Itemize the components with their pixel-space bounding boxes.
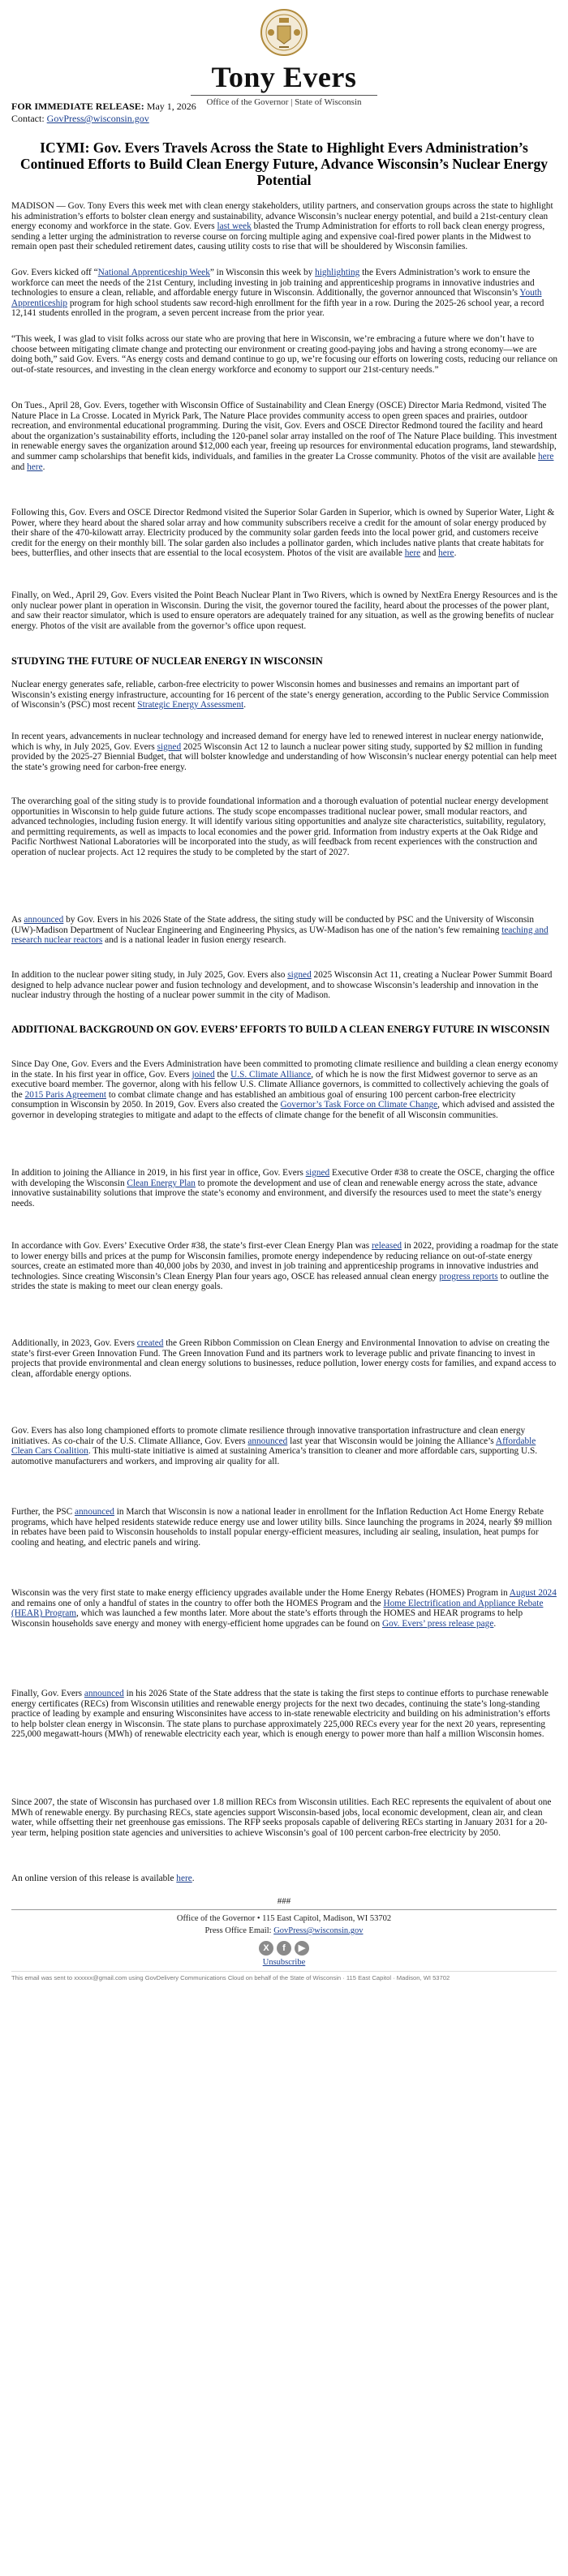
paragraph-online-version: An online version of this release is available here.: [11, 1874, 195, 1883]
recs-announced-link[interactable]: announced: [84, 1689, 124, 1698]
highlighting-link[interactable]: highlighting: [315, 268, 360, 277]
press-release-page-link[interactable]: Gov. Evers’ press release page: [381, 1618, 494, 1629]
clean-cars-announced-link[interactable]: announced: [247, 1436, 288, 1446]
paragraph-act-11: In addition to the nuclear power siting study, in July 2025, Gov. Evers also signed 2025 Wisconsin Act 11, creating a Nuclear Power Summit Board designed to help advance nuclear power and fusion technology and development, and to showcase Wisconsin’s leadership and innovation in the nuclear industry through the hosting of a nuclear power summit in the city of Madison.: [11, 970, 553, 1001]
solar-garden-photos-link-2[interactable]: here: [438, 548, 454, 559]
paragraph-solar-garden: Following this, Gov. Evers and OSCE Director Redmond visited the Superior Solar Garden in Superior, which is owned by Superior Water, Light & Power, where they heard about the shared solar array and how community subscribers receive a credit for the amount of solar energy produced by their share of the 470-kilowatt array. Electricity produced by the community solar garden feeds into the local power grid, and customers receive credit for the energy on their monthly bill. The solar garden also includes a pollinator garden, which includes native plants that create habitats for bees, butterflies, and other insects that are essential to the local ecosystem. Photos of the visit are available here and here.: [11, 508, 555, 559]
footer-divider-2: [11, 1971, 557, 1972]
paragraph-clean-cars: Gov. Evers has also long championed efforts to promote climate resilience through innovative transportation infrastructure and clean energy initiatives. As co-chair of the U.S. Climate Alliance, Gov. Evers announced last year that Wisconsin would be joining the Alliance’s Affordable Clean Cars Coalition. This multi-state initiative is aimed at sustaining America’s transition to cleaner and more affordable cars, supporting U.S. automotive manufacturers and workers, and improving air quality for all.: [11, 1426, 538, 1466]
paragraph-quote: “This week, I was glad to visit folks across our state who are proving that here in Wisconsin, we’re embracing a future where we don’t have to choose between mitigating climate change and protecting our environment or creating good-paying jobs and having a strong economy—we are doing both,” said Gov. Evers. “As energy costs and demand continue to go up, we’re focusing our efforts on lowering costs, reducing our reliance on out-of-state resources, and investing in the clean energy workforce and economy to support our 21st-century needs.”: [11, 334, 558, 375]
headline: ICYMI: Gov. Evers Travels Across the State to Highlight Evers Administration’s Continued Efforts to Build Clean Energy Future, Advance Wisconsin’s Nuclear Energy Potential: [20, 140, 548, 188]
unsubscribe-line: [0, 1958, 568, 1967]
paragraph-green-ribbon: Additionally, in 2023, Gov. Evers created the Green Ribbon Commission on Clean Energy and Environmental Innovation to advise on creating the state’s first-ever Green Innovation Fund. The Green Innovation Fund and its partners work to leverage public and private financing to invest in projects that provide environmental and clean energy solutions to businesses, reduce pollution, lower energy costs for families, and expand access to clean, affordable energy options.: [11, 1338, 557, 1379]
online-version-link[interactable]: here: [176, 1874, 192, 1883]
youth-apprenticeship-link[interactable]: Youth Apprenticeship: [11, 288, 542, 308]
paragraph-homes-program: Wisconsin was the very first state to make energy efficiency upgrades available under the Home Energy Rebates (HOMES) Program in August 2024 and remains one of only a handful of states in the country to offer both the HOMES Program and the Home Electrification and Appliance Rebate (HEAR) Program, which was launched a few months later. More about the state’s efforts through the HOMES and HEAR programs to help Wisconsin households save energy and money with energy-efficient home upgrades can be found on Gov. Evers’ press release page.: [11, 1588, 557, 1629]
progress-reports-link[interactable]: progress reports: [439, 1271, 498, 1282]
last-week-link[interactable]: last week: [217, 221, 252, 232]
paragraph-act-12: In recent years, advancements in nuclear technology and increased demand for energy have led to renewed interest in nuclear energy nationwide, which is why, in July 2025, Gov. Evers signed 2025 Wisconsin Act 12 to launch a nuclear power siting study, supported by $2 million in funding provided by the 2025-27 Biennial Budget, that will bolster knowledge and understanding of how Wisconsin’s nuclear energy potential can help meet the state’s growing need for carbon-free energy.: [11, 732, 557, 772]
solar-garden-photos-link-1[interactable]: here: [404, 548, 421, 559]
climate-alliance-link[interactable]: U.S. Climate Alliance: [230, 1069, 312, 1080]
paragraph-recs: Finally, Gov. Evers announced in his 2026 State of the State address that the state is taking the first steps to continue efforts to purchase renewable energy certificates (RECs) from Wisconsin utilities and renewable energy projects for the next two decades, continuing the state’s long-standing practice of leading by example and ensuring Wisconsinites have access to in-state renewable electricity and building on his administration’s efforts to help bolster clean energy in Wisconsin. The state plans to purchase approximately 225,000 RECs every year for the next 20 years, representing 225,000 megawatt-hours (MWh) of renewable electricity each year, which is enough energy to power more than half a million Wisconsin homes.: [11, 1689, 550, 1740]
footer-press-line: [0, 1926, 568, 1935]
executive-order-signed-link[interactable]: signed: [305, 1168, 330, 1178]
contact-line: [11, 113, 149, 125]
office-line: Office of the Governor | State of Wisconsin: [191, 95, 377, 107]
release-date: May 1, 2026: [146, 101, 196, 112]
paragraph-executive-order: In addition to joining the Alliance in 2019, in his first year in office, Gov. Evers signed Executive Order #38 to create the OSCE, charging the office with developing the Wisconsin Clean Energy Plan to promote the development and use of clean and renewable energy across the state, advance innovative sustainability solutions that improve the state’s economy and environment, and diversify the resources used to meet the state’s energy needs.: [11, 1168, 555, 1209]
paragraph-nature-place: On Tues., April 28, Gov. Evers, together with Wisconsin Office of Sustainability and Clean Energy (OSCE) Director Maria Redmond, visited The Nature Place in La Crosse. Located in Myrick Park, The Nature Place provides community access to open green spaces and prairies, outdoor recreation, and environmental educational programming. During the visit, Gov. Evers and OSCE Director Redmond toured the facility and heard about the organization’s sustainability efforts, including the 120-panel solar array installed on the roof of The Nature Place building. This investment in renewable energy saves the organization around $12,000 each year, freeing up resources for environmental education programs, land stewardship, and summer camp scholarships that benefit kids, individuals, and families in the greater La Crosse community. Photos of the visit are available here and here.: [11, 401, 557, 472]
paragraph-intro: MADISON — Gov. Tony Evers this week met with clean energy stakeholders, utility partners, and conservation groups across the state to highlight his administration’s efforts to bolster clean energy and sustainability, advance Wisconsin’s nuclear energy potential, and build a 21st-century clean energy economy and workforce in the state. Gov. Evers last week blasted the Trump Administration for efforts to roll back clean energy progress, sending a letter urging the administration to reverse course on forcing multiple aging and expensive coal-fired power plants in the Midwest to remain open past their scheduled retirement dates, causing utility costs to rise that will be shouldered by Wisconsin families.: [11, 201, 553, 252]
state-seal-icon: [260, 8, 308, 57]
x-icon[interactable]: X: [259, 1941, 273, 1956]
paris-agreement-link[interactable]: 2015 Paris Agreement: [24, 1089, 107, 1100]
unsubscribe-link[interactable]: Unsubscribe: [262, 1958, 306, 1967]
fine-print: This email was sent to xxxxxx@gmail.com using GovDelivery Communications Cloud on behalf of the State of Wisconsin · 115 East Capitol · Madison, WI 53702: [11, 1974, 450, 1981]
release-date-line: [11, 101, 196, 113]
paragraph-apprenticeship: Gov. Evers kicked off “National Apprenticeship Week” in Wisconsin this week by highlighting the Evers Administration’s work to ensure the workforce can meet the needs of the 21st Century, including investing in job training and apprenticeship programs in innovative industries and technologies to ensure a clean, reliable, and affordable energy future in Wisconsin. Additionally, the governor announced that Wisconsin’s Youth Apprenticeship program for high school students saw record-high enrollment for the fifth year in a row. During the 2025-26 school year, a record 12,141 students enrolled in the program, a seven percent increase from the prior year.: [11, 268, 544, 319]
clean-energy-plan-link[interactable]: Clean Energy Plan: [127, 1178, 196, 1188]
press-email-link[interactable]: GovPress@wisconsin.gov: [273, 1926, 364, 1935]
research-reactors-link[interactable]: teaching and research nuclear reactors: [11, 925, 549, 946]
footer-address: Office of the Governor • 115 East Capitol, Madison, WI 53702: [176, 1914, 392, 1923]
nature-place-photos-link-1[interactable]: here: [538, 451, 554, 462]
paragraph-climate-alliance: Since Day One, Gov. Evers and the Evers Administration have been committed to promoting climate resilience and building a clean energy economy in the state. In his first year in office, Gov. Evers joined the U.S. Climate Alliance, of which he is now the first Midwest governor to serve as an executive board member. The governor, along with his fellow U.S. Climate Alliance governors, is committed to collectively achieving the goals of the 2015 Paris Agreement to combat climate change and has established an ambitious goal of ensuring 100 percent carbon-free electricity consumption in Wisconsin by 2050. In 2019, Gov. Evers also created the Governor’s Task Force on Climate Change, which advised and assisted the governor in developing strategies to mitigate and adapt to the effects of climate change for the benefit of all Wisconsin communities.: [11, 1059, 558, 1120]
heading-nuclear: STUDYING THE FUTURE OF NUCLEAR ENERGY IN WISCONSIN: [11, 655, 323, 667]
facebook-icon[interactable]: f: [277, 1941, 291, 1956]
paragraph-clean-energy-plan: In accordance with Gov. Evers’ Executive Order #38, the state’s first-ever Clean Energy Plan was released in 2022, providing a roadmap for the state to lower energy bills and prices at the pump for Wisconsin families, promote energy independence by reducing reliance on out-of-state energy sources, create an estimated more than 40,000 jobs by 2030, and invest in job training and apprenticeship programs in innovative industries and technologies. Since creating Wisconsin’s Clean Energy Plan four years ago, OSCE has released annual clean energy progress reports to outline the strides the state is making to meet our clean energy goals.: [11, 1241, 558, 1292]
task-force-link[interactable]: Governor’s Task Force on Climate Change: [280, 1100, 438, 1110]
announced-link[interactable]: announced: [24, 915, 64, 925]
paragraph-since-2007: Since 2007, the state of Wisconsin has purchased over 1.8 million RECs from Wisconsin utilities. Each REC represents the equivalent of about one MWh of renewable energy. By purchasing RECs, state agencies support Wisconsin-based jobs, local economic development, clean air, and clean water, while offsetting their net greenhouse gas emissions. The RFP seeks proposals capable of delivering RECs starting in January 2031 for a 20-year term, helping position state agencies and universities to achieve Wisconsin’s goal of 100 percent carbon-free electricity by 2050.: [11, 1797, 552, 1838]
paragraph-nuclear-share: Nuclear energy generates safe, reliable, carbon-free electricity to power Wisconsin homes and businesses and remains an important part of Wisconsin’s existing energy infrastructure, accounting for 16 percent of the state’s energy generation, according to the Public Service Commission of Wisconsin’s (PSC) most recent Strategic Energy Assessment.: [11, 680, 549, 711]
strategic-energy-assessment-link[interactable]: Strategic Energy Assessment: [137, 700, 244, 711]
psc-announced-link[interactable]: announced: [75, 1507, 114, 1517]
paragraph-siting-study: The overarching goal of the siting study is to provide foundational information and a thorough evaluation of potential nuclear energy development opportunities in Wisconsin to help guide future actions. The study scope encompasses traditional nuclear power, small modular reactors, and advanced technologies, including fusion energy. It will identify various siting opportunities and analyze site characteristics, suitability, regulatory, and permitting requirements, as well as impacts to local economies and the power grid. Information from industry experts at the Oak Ridge and Pacific Northwest National Laboratories will be incorporated into the study, as will feedback from recent experiences with the construction and operation of nuclear projects. Act 12 requires the study to be completed by the start of 2027.: [11, 796, 549, 857]
social-icons: [0, 1940, 568, 1956]
end-mark: ###: [277, 1896, 291, 1906]
clean-cars-coalition-link[interactable]: Affordable Clean Cars Coalition: [11, 1436, 536, 1457]
paragraph-point-beach: Finally, on Wed., April 29, Gov. Evers visited the Point Beach Nuclear Plant in Two Rivers, which is owned by NextEra Energy Resources and is the only nuclear power plant in operation in Wisconsin. During the visit, the governor toured the facility, heard about the processes of the power plant, and saw their reactor simulator, which is used to ensure operators are adequately trained for any situation, as well as the growing benefits of nuclear energy. Photos of the visit are available from the governor’s office upon request.: [11, 590, 557, 631]
act-11-signed-link[interactable]: signed: [287, 970, 312, 980]
apprenticeship-week-link[interactable]: National Apprenticeship Week: [97, 268, 210, 277]
contact-label: Contact:: [11, 113, 45, 124]
contact-email-link[interactable]: GovPress@wisconsin.gov: [46, 113, 149, 124]
masthead: [0, 0, 568, 107]
footer-divider: [11, 1909, 557, 1910]
youtube-icon[interactable]: ▶: [295, 1941, 309, 1956]
release-label: FOR IMMEDIATE RELEASE:: [11, 101, 144, 112]
heading-background: ADDITIONAL BACKGROUND ON GOV. EVERS’ EFFORTS TO BUILD A CLEAN ENERGY FUTURE IN WISCONSIN: [11, 1024, 550, 1035]
act-12-signed-link[interactable]: signed: [157, 741, 182, 752]
nature-place-photos-link-2[interactable]: here: [27, 462, 43, 472]
paragraph-uw-madison: As announced by Gov. Evers in his 2026 State of the State address, the siting study will be conducted by PSC and the University of Wisconsin (UW)-Madison Department of Nuclear Engineering and Engineering Physics, as UW-Madison has one of the nation’s few remaining teaching and research nuclear reactors and is a national leader in fusion energy research.: [11, 915, 549, 946]
created-link[interactable]: created: [136, 1338, 164, 1348]
paragraph-rebates: Further, the PSC announced in March that Wisconsin is now a national leader in enrollment for the Inflation Reduction Act Home Energy Rebate programs, which have helped residents statewide reduce energy use and lower utility bills. Since launching the programs in 2024, nearly $9 million in rebates have been paid to Wisconsin households to install popular energy-efficient measures, including air sealing, insulation, heat pumps for cooling and heating, and electric panels and wiring.: [11, 1507, 553, 1548]
hear-program-link[interactable]: Home Electrification and Appliance Rebate (HEAR) Program: [11, 1598, 544, 1619]
joined-link[interactable]: joined: [191, 1069, 215, 1080]
press-label: Press Office Email:: [204, 1926, 272, 1935]
released-link[interactable]: released: [371, 1241, 402, 1251]
governor-name: Tony Evers: [211, 61, 357, 93]
august-2024-link[interactable]: August 2024: [509, 1588, 557, 1598]
